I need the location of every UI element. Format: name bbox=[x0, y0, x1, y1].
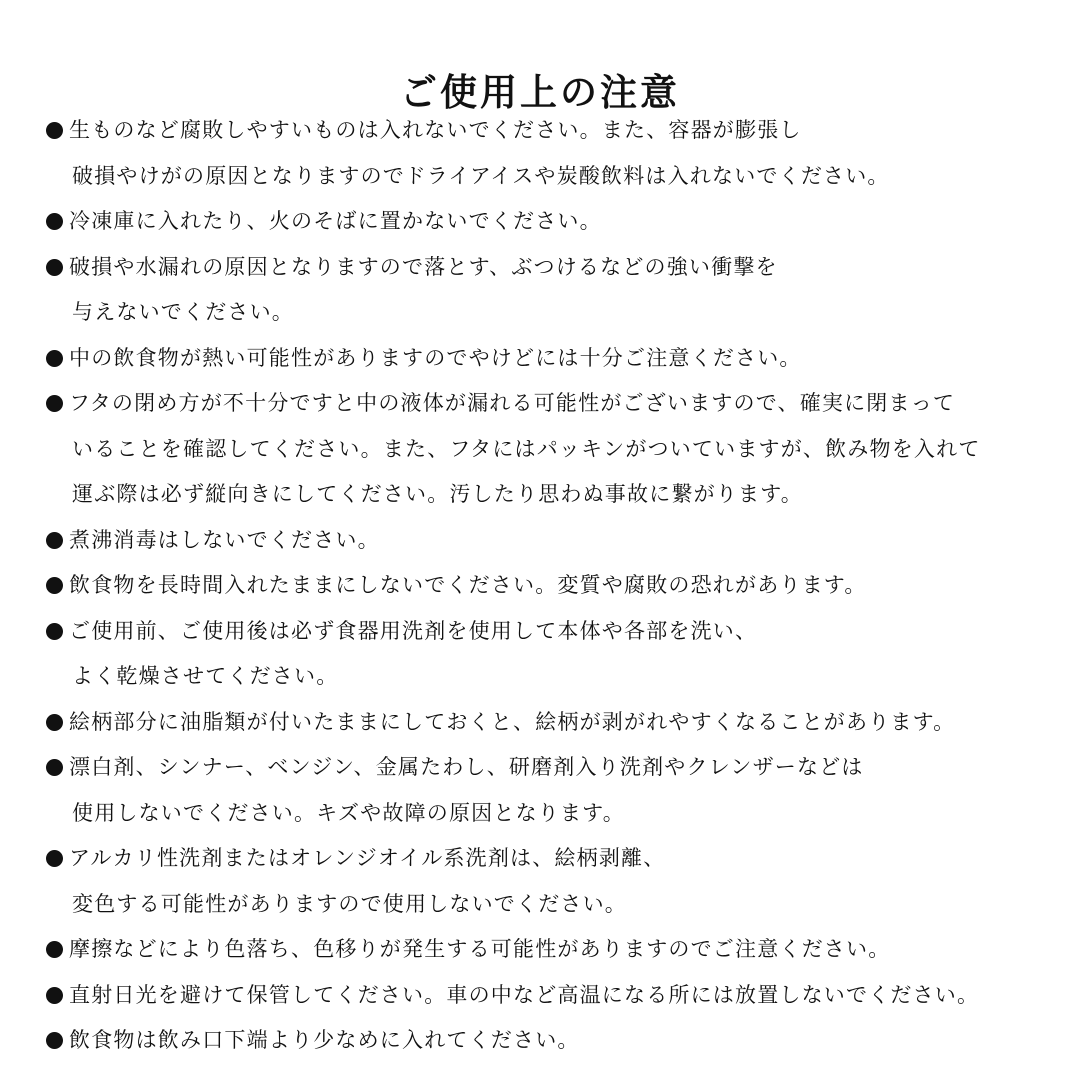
caution-text: よく乾燥させてください。 bbox=[72, 664, 339, 688]
caution-line bbox=[44, 609, 1054, 655]
caution-line-continued bbox=[44, 154, 1054, 200]
caution-text: いることを確認してください。また、フタにはパッキンがついていますが、飲み物を入れて bbox=[72, 436, 981, 461]
caution-text: 中の飲食物が熱い可能性がありますのでやけどには十分ご注意ください。 bbox=[69, 345, 802, 370]
bullet-icon bbox=[46, 941, 63, 958]
caution-item bbox=[44, 199, 1054, 245]
caution-item bbox=[44, 108, 1054, 199]
bullet-icon bbox=[46, 122, 63, 139]
caution-text: 煮沸消毒はしないでください。 bbox=[69, 527, 380, 552]
caution-text: フタの閉め方が不十分ですと中の液体が漏れる可能性がございますので、確実に閉まって bbox=[69, 391, 956, 415]
caution-line bbox=[44, 700, 1054, 746]
caution-item bbox=[44, 609, 1054, 700]
caution-text: 摩擦などにより色落ち、色移りが発生する可能性がありますのでご注意ください。 bbox=[69, 937, 891, 961]
bullet-icon bbox=[46, 395, 63, 412]
caution-text: 漂白剤、シンナー、ベンジン、金属たわし、研磨剤入り洗剤やクレンザーなどは bbox=[69, 755, 864, 779]
caution-text: 冷凍庫に入れたり、火のそばに置かないでください。 bbox=[69, 209, 602, 233]
bullet-icon bbox=[46, 987, 63, 1004]
bullet-icon bbox=[46, 213, 63, 230]
caution-item bbox=[44, 1018, 1054, 1064]
bullet-icon bbox=[46, 714, 63, 731]
caution-text: 運ぶ際は必ず縦向きにしてください。汚したり思わぬ事故に繋がります。 bbox=[72, 482, 803, 506]
caution-item bbox=[44, 927, 1054, 973]
caution-line-continued bbox=[44, 427, 1054, 473]
caution-item bbox=[44, 518, 1054, 564]
bullet-icon bbox=[46, 759, 63, 776]
caution-item bbox=[44, 563, 1054, 609]
caution-line bbox=[44, 518, 1054, 564]
caution-text: 与えないでください。 bbox=[72, 300, 294, 324]
bullet-icon bbox=[46, 577, 63, 594]
caution-item bbox=[44, 836, 1054, 927]
bullet-icon bbox=[46, 1032, 63, 1049]
caution-text: 使用しないでください。キズや故障の原因となります。 bbox=[72, 800, 625, 825]
caution-text: 破損や水漏れの原因となりますので落とす、ぶつけるなどの強い衝撃を bbox=[69, 254, 778, 279]
caution-line bbox=[44, 973, 1054, 1019]
caution-line bbox=[44, 381, 1054, 427]
bullet-icon bbox=[46, 350, 63, 367]
caution-item bbox=[44, 745, 1054, 836]
caution-text: 絵柄部分に油脂類が付いたままにしておくと、絵柄が剥がれやすくなることがあります。 bbox=[69, 709, 956, 734]
caution-item bbox=[44, 973, 1054, 1019]
caution-line bbox=[44, 108, 1054, 154]
page-title: ご使用上の注意 bbox=[400, 70, 680, 114]
caution-line-continued bbox=[44, 791, 1054, 837]
bullet-icon bbox=[46, 532, 63, 549]
caution-text: 直射日光を避けて保管してください。車の中など高温になる所には放置しないでください。 bbox=[69, 982, 980, 1007]
caution-list bbox=[44, 108, 1054, 1064]
caution-line-continued bbox=[44, 882, 1054, 928]
caution-text: 飲食物を長時間入れたままにしないでください。変質や腐敗の恐れがあります。 bbox=[69, 573, 867, 597]
caution-item bbox=[44, 245, 1054, 336]
caution-line bbox=[44, 1018, 1054, 1064]
caution-line bbox=[44, 836, 1054, 882]
caution-text: 生ものなど腐敗しやすいものは入れないでください。また、容器が膨張し bbox=[69, 118, 802, 142]
caution-line bbox=[44, 563, 1054, 609]
caution-line bbox=[44, 745, 1054, 791]
bullet-icon bbox=[46, 259, 63, 276]
caution-item bbox=[44, 700, 1054, 746]
bullet-icon bbox=[46, 623, 63, 640]
caution-line-continued bbox=[44, 654, 1054, 700]
caution-item bbox=[44, 381, 1054, 518]
caution-line bbox=[44, 199, 1054, 245]
caution-text: アルカリ性洗剤またはオレンジオイル系洗剤は、絵柄剥離、 bbox=[69, 846, 666, 870]
caution-line-continued bbox=[44, 290, 1054, 336]
bullet-icon bbox=[46, 850, 63, 867]
caution-line bbox=[44, 245, 1054, 291]
caution-line-continued bbox=[44, 472, 1054, 518]
caution-text: 変色する可能性がありますので使用しないでください。 bbox=[72, 891, 627, 916]
caution-text: 破損やけがの原因となりますのでドライアイスや炭酸飲料は入れないでください。 bbox=[72, 163, 890, 188]
caution-text: ご使用前、ご使用後は必ず食器用洗剤を使用して本体や各部を洗い、 bbox=[69, 618, 758, 643]
caution-item bbox=[44, 336, 1054, 382]
caution-line bbox=[44, 927, 1054, 973]
caution-text: 飲食物は飲み口下端より少なめに入れてください。 bbox=[69, 1028, 580, 1052]
caution-line bbox=[44, 336, 1054, 382]
